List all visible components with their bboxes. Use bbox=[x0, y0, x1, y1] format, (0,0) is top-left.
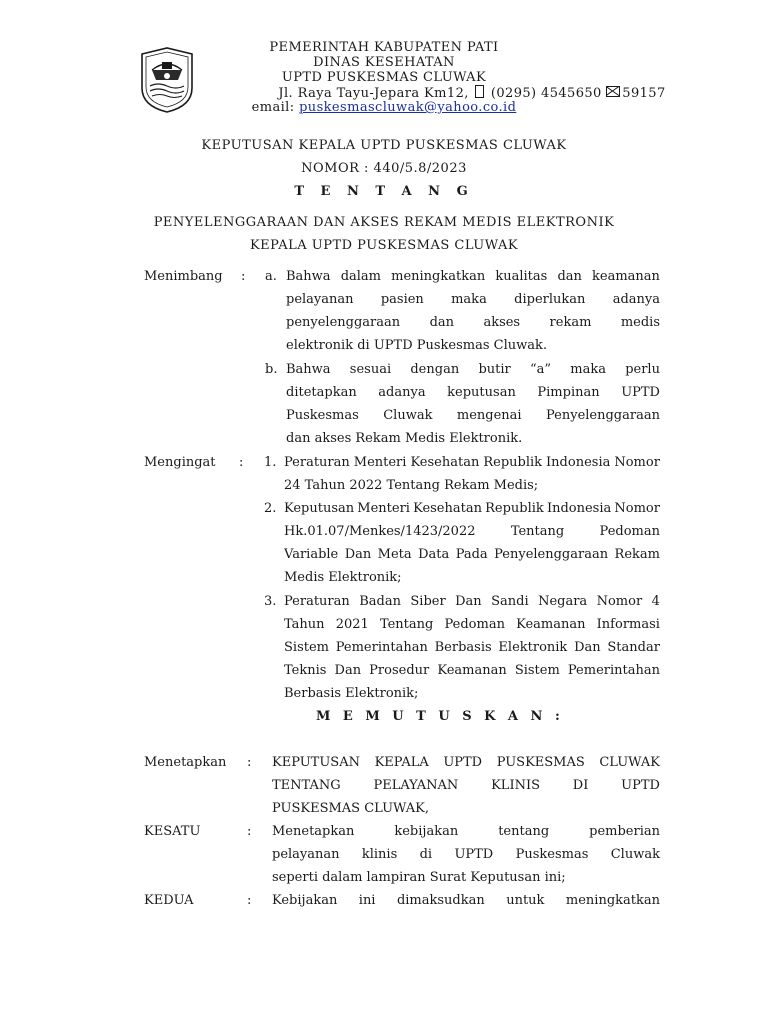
letterhead-government: PEMERINTAH KABUPATEN PATI bbox=[269, 40, 499, 55]
word: ini bbox=[358, 893, 376, 908]
mengingat-2-marker: 2. bbox=[264, 501, 277, 516]
phone-icon bbox=[475, 85, 484, 98]
email-link[interactable]: puskesmascluwak@yahoo.co.id bbox=[299, 100, 517, 115]
word: keamanan bbox=[592, 269, 660, 284]
mengingat-2-line bbox=[284, 524, 660, 540]
mengingat-1-line bbox=[284, 455, 660, 471]
word: TENTANG bbox=[272, 778, 341, 793]
menimbang-a-line: elektronik di UPTD Puskesmas Cluwak. bbox=[286, 338, 548, 353]
mengingat-3-marker: 3. bbox=[264, 594, 277, 609]
word: Cluwak bbox=[610, 847, 660, 862]
word: Puskesmas bbox=[515, 847, 589, 862]
word: akses bbox=[483, 315, 521, 330]
word: Tentang bbox=[510, 524, 565, 539]
postal-code: 59157 bbox=[622, 86, 666, 101]
word: UPTD bbox=[454, 847, 494, 862]
kesatu-line bbox=[272, 824, 660, 840]
word: pelayanan bbox=[286, 292, 354, 307]
word: Siber bbox=[410, 594, 446, 609]
word: medis bbox=[620, 315, 660, 330]
word: maka bbox=[451, 292, 487, 307]
kesatu-line bbox=[272, 847, 660, 863]
word: Menetapkan bbox=[272, 824, 355, 839]
mengingat-1-marker: 1. bbox=[264, 455, 277, 470]
menimbang-label: Menimbang bbox=[144, 269, 223, 284]
word: tentang bbox=[498, 824, 550, 839]
mengingat-colon: : bbox=[239, 455, 244, 470]
mengingat-3-line bbox=[284, 594, 660, 610]
word: Bahwa bbox=[286, 362, 331, 377]
mengingat-3-line bbox=[284, 617, 660, 633]
word: butir bbox=[478, 362, 511, 377]
word: Keputusan bbox=[284, 501, 355, 516]
menimbang-a-line bbox=[286, 292, 660, 308]
mengingat-3-line bbox=[284, 663, 660, 679]
mengingat-2-line bbox=[284, 547, 660, 563]
word: dimaksudkan bbox=[396, 893, 485, 908]
word: 4 bbox=[651, 594, 660, 609]
word: ditetapkan bbox=[286, 385, 357, 400]
menetapkan-line bbox=[272, 755, 660, 771]
word: UPTD bbox=[621, 778, 660, 793]
menimbang-b-line bbox=[286, 385, 660, 401]
word: Kesehatan bbox=[410, 455, 480, 470]
word: Tentang bbox=[379, 617, 434, 632]
word: Tahun bbox=[284, 617, 325, 632]
word: Puskesmas bbox=[286, 408, 359, 423]
word: Sistem bbox=[284, 640, 329, 655]
word: Menteri bbox=[357, 501, 410, 516]
word: Prosedur bbox=[369, 663, 430, 678]
word: KLINIS bbox=[491, 778, 540, 793]
word: dan bbox=[429, 315, 455, 330]
kesatu-colon: : bbox=[247, 824, 252, 839]
word: pasien bbox=[380, 292, 424, 307]
word: PELAYANAN bbox=[373, 778, 459, 793]
word: Dan bbox=[334, 663, 362, 678]
word: Pada bbox=[455, 547, 488, 562]
word: perlu bbox=[625, 362, 660, 377]
word: Peraturan bbox=[284, 455, 350, 470]
menimbang-a-line bbox=[286, 269, 660, 285]
email-label: email: bbox=[251, 100, 295, 115]
word: klinis bbox=[361, 847, 398, 862]
word: Teknis bbox=[284, 663, 327, 678]
menimbang-b-line bbox=[286, 408, 660, 424]
word: untuk bbox=[506, 893, 545, 908]
kedua-label: KEDUA bbox=[144, 893, 194, 908]
word: Cluwak bbox=[383, 408, 433, 423]
phone-number: (0295) 4545650 bbox=[490, 86, 602, 101]
kesatu-label: KESATU bbox=[144, 824, 201, 839]
word: Badan bbox=[359, 594, 401, 609]
menimbang-b-line: dan akses Rekam Medis Elektronik. bbox=[286, 431, 523, 446]
letterhead-email-row bbox=[0, 100, 768, 116]
kedua-line bbox=[272, 893, 660, 909]
word: 2021 bbox=[335, 617, 369, 632]
word: Sistem bbox=[514, 663, 560, 678]
menimbang-b-marker: b. bbox=[265, 362, 278, 377]
word: Dan bbox=[344, 547, 372, 562]
word: Pemerintahan bbox=[567, 663, 660, 678]
word: pelayanan bbox=[272, 847, 340, 862]
word: Meta bbox=[377, 547, 412, 562]
word: Penyelenggaraan bbox=[546, 408, 660, 423]
word: Republik bbox=[483, 455, 543, 470]
menetapkan-line bbox=[272, 778, 660, 794]
word: Rekam bbox=[614, 547, 660, 562]
word: KEPUTUSAN bbox=[272, 755, 360, 770]
word: di bbox=[419, 847, 433, 862]
word: dengan bbox=[410, 362, 460, 377]
word: Bahwa bbox=[286, 269, 331, 284]
decree-subject: PENYELENGGARAAN DAN AKSES REKAM MEDIS ELEKTRONIK bbox=[153, 215, 615, 230]
word: adanya bbox=[612, 292, 660, 307]
word: Pedoman bbox=[599, 524, 660, 539]
word: Sandi bbox=[491, 594, 529, 609]
menimbang-a-line bbox=[286, 315, 660, 331]
word: Pimpinan bbox=[537, 385, 600, 400]
word: Nomor bbox=[596, 594, 643, 609]
word: Pedoman bbox=[444, 617, 505, 632]
word: Hk.01.07/Menkes/1423/2022 bbox=[284, 524, 476, 539]
menimbang-colon: : bbox=[241, 269, 246, 284]
decree-number: NOMOR : 440/5.8/2023 bbox=[301, 161, 467, 176]
menetapkan-colon: : bbox=[247, 755, 252, 770]
word: Menteri bbox=[353, 455, 407, 470]
word: UPTD bbox=[443, 755, 483, 770]
decree-authority: KEPALA UPTD PUSKESMAS CLUWAK bbox=[249, 238, 519, 253]
mengingat-3-line: Berbasis Elektronik; bbox=[284, 686, 419, 701]
word: penyelenggaraan bbox=[286, 315, 401, 330]
word: PUSKESMAS bbox=[496, 755, 585, 770]
menetapkan-line: PUSKESMAS CLUWAK, bbox=[272, 801, 429, 816]
mengingat-2-line: Medis Elektronik; bbox=[284, 570, 402, 585]
word: keputusan bbox=[447, 385, 516, 400]
mengingat-3-line bbox=[284, 640, 660, 656]
word: Elektronik bbox=[498, 640, 568, 655]
word: Standar bbox=[607, 640, 660, 655]
letterhead-department: DINAS KESEHATAN bbox=[313, 55, 455, 70]
word: meningkatkan bbox=[565, 893, 660, 908]
memutuskan-heading: M E M U T U S K A N : bbox=[316, 709, 564, 724]
word: dalam bbox=[340, 269, 381, 284]
word: pemberian bbox=[589, 824, 660, 839]
kesatu-line: seperti dalam lampiran Surat Keputusan ini; bbox=[272, 870, 566, 885]
envelope-icon bbox=[606, 86, 620, 97]
word: Kebijakan bbox=[272, 893, 338, 908]
word: meningkatkan bbox=[391, 269, 486, 284]
menetapkan-label: Menetapkan bbox=[144, 755, 227, 770]
tentang-heading: T E N T A N G bbox=[294, 184, 474, 199]
word: “a” bbox=[529, 362, 552, 377]
word: Data bbox=[418, 547, 450, 562]
word: maka bbox=[570, 362, 606, 377]
mengingat-label: Mengingat bbox=[144, 455, 216, 470]
word: Dan bbox=[574, 640, 601, 655]
word: KEPALA bbox=[374, 755, 429, 770]
word: Indonesia bbox=[546, 501, 612, 516]
mengingat-1-line: 24 Tahun 2022 Tentang Rekam Medis; bbox=[284, 478, 539, 493]
word: Nomor bbox=[614, 501, 660, 516]
word: Dan bbox=[455, 594, 482, 609]
decree-title: KEPUTUSAN KEPALA UPTD PUSKESMAS CLUWAK bbox=[201, 138, 567, 153]
word: Informasi bbox=[596, 617, 660, 632]
word: dan bbox=[557, 269, 582, 284]
word: Keamanan bbox=[437, 663, 507, 678]
word: kualitas bbox=[495, 269, 548, 284]
word: Penyelenggaraan bbox=[494, 547, 609, 562]
word: Indonesia bbox=[546, 455, 611, 470]
word: Kesehatan bbox=[413, 501, 482, 516]
word: DI bbox=[572, 778, 589, 793]
kedua-colon: : bbox=[247, 893, 252, 908]
word: Berbasis bbox=[434, 640, 492, 655]
word: kebijakan bbox=[394, 824, 459, 839]
word: Nomor bbox=[614, 455, 660, 470]
word: Pemerintahan bbox=[335, 640, 428, 655]
word: sesuai bbox=[349, 362, 392, 377]
word: Peraturan bbox=[284, 594, 350, 609]
word: Keamanan bbox=[516, 617, 586, 632]
word: Negara bbox=[538, 594, 588, 609]
word: rekam bbox=[549, 315, 592, 330]
word: CLUWAK bbox=[599, 755, 660, 770]
word: adanya bbox=[378, 385, 426, 400]
menimbang-a-marker: a. bbox=[265, 269, 277, 284]
word: Republik bbox=[485, 501, 544, 516]
letterhead-unit: UPTD PUSKESMAS CLUWAK bbox=[281, 70, 487, 85]
address-text: Jl. Raya Tayu-Jepara Km12, bbox=[278, 86, 469, 101]
mengingat-2-line bbox=[284, 501, 660, 517]
menimbang-b-line bbox=[286, 362, 660, 378]
word: Variable bbox=[284, 547, 339, 562]
word: diperlukan bbox=[514, 292, 586, 307]
word: mengenai bbox=[456, 408, 522, 423]
word: UPTD bbox=[621, 385, 660, 400]
